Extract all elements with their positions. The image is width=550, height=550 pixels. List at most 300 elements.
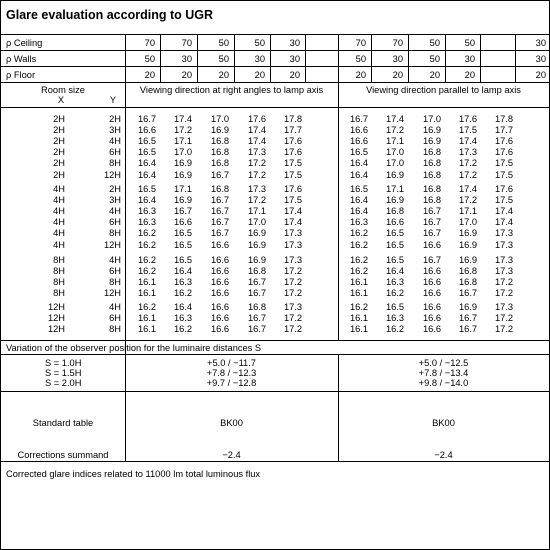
reflectance-value: 20	[218, 70, 229, 80]
reflectance-column-divider	[480, 34, 481, 82]
ugr-value: 16.6	[174, 217, 193, 228]
ugr-value: 16.4	[350, 169, 369, 180]
ugr-value: 16.2	[350, 239, 369, 250]
ugr-value: 16.6	[423, 324, 442, 335]
room-x: 8H	[53, 266, 65, 277]
reflectance-value: 20	[392, 70, 403, 80]
ugr-value: 16.3	[386, 277, 405, 288]
ugr-value: 16.5	[350, 184, 369, 194]
ugr-value: 16.1	[350, 313, 369, 324]
ugr-value: 16.4	[138, 195, 157, 206]
ugr-value: 16.9	[248, 228, 267, 239]
room-y: 12H	[103, 169, 121, 180]
ugr-value: 16.5	[350, 147, 369, 158]
room-y: 8H	[109, 277, 121, 288]
ugr-value: 17.3	[459, 147, 478, 158]
ugr-value: 17.1	[386, 184, 405, 194]
ugr-value: 16.2	[138, 302, 157, 312]
ugr-value: 16.7	[350, 114, 369, 124]
ugr-value: 16.2	[174, 324, 193, 335]
room-x: 2H	[53, 125, 65, 136]
ugr-value: 16.5	[174, 239, 193, 250]
ugr-value: 17.6	[459, 114, 478, 124]
ugr-value: 17.3	[248, 184, 267, 194]
ugr-value: 17.3	[284, 239, 303, 250]
ugr-value: 16.9	[459, 302, 478, 312]
ugr-value: 16.5	[138, 147, 157, 158]
ugr-value: 16.8	[386, 206, 405, 217]
room-x: 2H	[53, 169, 65, 180]
ugr-value: 17.1	[174, 136, 193, 147]
ugr-value: 16.6	[386, 217, 405, 228]
variation-endwise: +9.8 / −14.0	[418, 378, 469, 388]
title-divider	[1, 34, 549, 35]
room-y: 8H	[109, 158, 121, 169]
ugr-value: 17.3	[248, 147, 267, 158]
ugr-value: 16.9	[459, 239, 478, 250]
room-y: 6H	[109, 266, 121, 277]
ugr-value: 16.5	[386, 255, 405, 265]
ugr-value: 16.9	[459, 228, 478, 239]
header-divider	[1, 107, 549, 108]
reflectance-value: 20	[464, 70, 475, 80]
ugr-value: 16.7	[211, 217, 230, 228]
ugr-value: 16.7	[138, 114, 157, 124]
ugr-value: 16.8	[423, 169, 442, 180]
room-y: 6H	[109, 147, 121, 158]
ugr-value: 16.5	[174, 228, 193, 239]
footer-note: Corrected glare indices related to 11000 lm total luminous flux	[6, 469, 261, 479]
room-x: 2H	[53, 147, 65, 158]
corrections-label: Corrections summand	[17, 450, 109, 460]
reflectance-value: 50	[144, 54, 155, 64]
ugr-value: 16.8	[211, 136, 230, 147]
reflectance-value: 20	[429, 70, 440, 80]
ugr-value: 16.9	[174, 158, 193, 169]
ugr-value: 17.2	[459, 158, 478, 169]
ugr-value: 16.8	[211, 184, 230, 194]
reflectance-value: 50	[429, 54, 440, 64]
ugr-value: 17.4	[248, 125, 267, 136]
ugr-value: 17.2	[495, 313, 514, 324]
reflectance-value: 30	[392, 54, 403, 64]
room-y: 2H	[109, 184, 121, 194]
room-y: 3H	[109, 125, 121, 136]
ugr-value: 17.1	[386, 136, 405, 147]
ugr-value: 17.2	[386, 125, 405, 136]
ugr-value: 16.8	[423, 158, 442, 169]
ugr-value: 17.6	[284, 184, 303, 194]
room-size-label: Room size	[41, 85, 85, 95]
ugr-value: 17.4	[386, 114, 405, 124]
corrections-divider	[1, 461, 549, 462]
ugr-value: 17.2	[284, 288, 303, 299]
page-title: Glare evaluation according to UGR	[6, 8, 213, 22]
ugr-value: 16.7	[459, 313, 478, 324]
ugr-value: 16.4	[386, 266, 405, 277]
ugr-value: 17.2	[284, 324, 303, 335]
reflectance-value: 20	[144, 70, 155, 80]
standard-table-crosswise: BK00	[220, 418, 243, 428]
ugr-value: 17.3	[284, 302, 303, 312]
ugr-value: 16.6	[211, 277, 230, 288]
ugr-value: 16.7	[248, 277, 267, 288]
ugr-value: 17.8	[284, 114, 303, 124]
ugr-value: 16.2	[386, 324, 405, 335]
ugr-value: 16.7	[248, 313, 267, 324]
ugr-value: 16.6	[211, 324, 230, 335]
corrections-endwise: −2.4	[434, 450, 453, 460]
ugr-value: 16.7	[211, 206, 230, 217]
ugr-value: 16.6	[350, 136, 369, 147]
ugr-value: 16.4	[350, 158, 369, 169]
ugr-value: 16.9	[386, 169, 405, 180]
reflectance-label: ρ Ceiling	[6, 38, 43, 48]
label-column-divider	[125, 34, 126, 461]
ugr-value: 16.2	[138, 266, 157, 277]
ugr-value: 16.9	[423, 136, 442, 147]
room-y: 4H	[109, 302, 121, 312]
variation-label: S = 1.0H	[45, 358, 82, 368]
ugr-value: 17.3	[495, 266, 514, 277]
ugr-value: 16.8	[248, 266, 267, 277]
room-y: 8H	[109, 228, 121, 239]
room-y: 8H	[109, 324, 121, 335]
ugr-value: 16.6	[211, 313, 230, 324]
ugr-value: 16.9	[248, 239, 267, 250]
room-x: 12H	[47, 324, 65, 335]
variation-crosswise: +5.0 / −11.7	[207, 358, 256, 368]
reflectance-value: 20	[181, 70, 192, 80]
ugr-value: 17.8	[495, 114, 514, 124]
ugr-value: 16.3	[174, 313, 193, 324]
ugr-value: 16.6	[138, 125, 157, 136]
ugr-value: 17.5	[495, 158, 514, 169]
ugr-value: 16.7	[459, 288, 478, 299]
ugr-value: 16.2	[350, 302, 369, 312]
reflectance-column-divider	[160, 34, 161, 82]
ugr-value: 17.3	[284, 228, 303, 239]
ugr-value: 17.4	[495, 217, 514, 228]
room-y: 4H	[109, 255, 121, 265]
ugr-value: 16.7	[174, 206, 193, 217]
reflectance-value: 70	[355, 38, 366, 48]
ugr-value: 16.1	[138, 288, 157, 299]
ugr-value: 17.2	[495, 277, 514, 288]
reflectance-value: 50	[464, 38, 475, 48]
ugr-value: 16.5	[174, 255, 193, 265]
room-x: 2H	[53, 114, 65, 124]
ugr-value: 16.8	[423, 184, 442, 194]
table-bottom-divider	[1, 340, 549, 341]
room-size-x: X	[57, 95, 65, 105]
ugr-value: 17.7	[284, 125, 303, 136]
ugr-value: 16.7	[423, 217, 442, 228]
ugr-value: 16.7	[248, 288, 267, 299]
ugr-value: 16.8	[211, 147, 230, 158]
reflectance-column-divider	[197, 34, 198, 82]
ugr-value: 16.5	[138, 136, 157, 147]
ugr-value: 17.0	[386, 147, 405, 158]
row-divider	[1, 66, 549, 67]
ugr-value: 17.0	[174, 147, 193, 158]
room-x: 4H	[53, 228, 65, 239]
ugr-value: 17.6	[284, 147, 303, 158]
ugr-value: 16.7	[211, 169, 230, 180]
ugr-value: 17.5	[495, 169, 514, 180]
endwise-heading: Viewing direction parallel to lamp axis	[366, 85, 521, 95]
ugr-value: 16.9	[423, 125, 442, 136]
variation-endwise: +7.8 / −13.4	[418, 368, 469, 378]
ugr-value: 16.3	[138, 217, 157, 228]
ugr-value: 17.1	[174, 184, 193, 194]
ugr-value: 17.7	[495, 125, 514, 136]
ugr-value: 17.2	[174, 125, 193, 136]
ugr-value: 17.5	[459, 125, 478, 136]
reflectance-column-divider	[408, 34, 409, 82]
ugr-value: 16.6	[423, 239, 442, 250]
ugr-value: 16.1	[138, 277, 157, 288]
room-y: 4H	[109, 206, 121, 217]
ugr-value: 17.2	[248, 158, 267, 169]
ugr-value: 16.6	[423, 288, 442, 299]
ugr-value: 16.6	[350, 125, 369, 136]
room-y: 12H	[103, 239, 121, 250]
ugr-value: 16.3	[174, 277, 193, 288]
reflectance-value: 20	[254, 70, 265, 80]
reflectance-value: 50	[254, 38, 265, 48]
ugr-value: 16.6	[423, 277, 442, 288]
ugr-value: 17.2	[284, 313, 303, 324]
room-x: 2H	[53, 158, 65, 169]
ugr-value: 16.3	[350, 217, 369, 228]
ugr-value: 16.7	[423, 206, 442, 217]
ugr-value: 16.6	[423, 266, 442, 277]
ugr-value: 17.2	[284, 266, 303, 277]
ugr-value: 16.8	[423, 195, 442, 206]
variation-endwise: +5.0 / −12.5	[418, 358, 469, 368]
ugr-value: 17.2	[248, 169, 267, 180]
ugr-value: 17.2	[459, 169, 478, 180]
ugr-value: 17.6	[495, 184, 514, 194]
ugr-value: 16.9	[459, 255, 478, 265]
ugr-value: 16.1	[138, 324, 157, 335]
ugr-value: 16.8	[459, 266, 478, 277]
room-x: 12H	[47, 302, 65, 312]
ugr-value: 16.2	[138, 239, 157, 250]
ugr-value: 16.8	[211, 158, 230, 169]
variation-crosswise: +9.7 / −12.8	[206, 378, 257, 388]
ugr-value: 16.2	[350, 228, 369, 239]
ugr-value: 17.4	[459, 184, 478, 194]
reflectance-value: 30	[289, 38, 300, 48]
ugr-value: 17.4	[248, 136, 267, 147]
ugr-value: 16.8	[423, 147, 442, 158]
room-y: 4H	[109, 136, 121, 147]
ugr-value: 16.7	[211, 195, 230, 206]
ugr-value: 16.7	[211, 228, 230, 239]
ugr-value: 16.6	[423, 302, 442, 312]
reflectance-column-divider	[371, 34, 372, 82]
ugr-value: 16.3	[138, 206, 157, 217]
row-divider	[1, 50, 549, 51]
ugr-value: 17.3	[495, 255, 514, 265]
reflectance-value: 50	[218, 38, 229, 48]
ugr-value: 16.3	[386, 313, 405, 324]
ugr-value: 17.2	[495, 324, 514, 335]
reflectance-value: 70	[144, 38, 155, 48]
ugr-value: 17.2	[284, 277, 303, 288]
reflectance-value: 50	[218, 54, 229, 64]
room-x: 2H	[53, 136, 65, 147]
ugr-value: 16.2	[174, 288, 193, 299]
ugr-value: 16.4	[350, 195, 369, 206]
ugr-value: 16.9	[174, 195, 193, 206]
ugr-value: 17.4	[174, 114, 193, 124]
room-size-y: Y	[109, 95, 117, 105]
ugr-value: 17.6	[248, 114, 267, 124]
ugr-value: 16.4	[174, 302, 193, 312]
ugr-value: 16.2	[350, 266, 369, 277]
ugr-value: 17.3	[495, 302, 514, 312]
room-y: 2H	[109, 114, 121, 124]
ugr-value: 16.4	[350, 206, 369, 217]
room-x: 8H	[53, 288, 65, 299]
reflectance-value: 20	[355, 70, 366, 80]
reflectance-value: 30	[535, 38, 546, 48]
ugr-value: 17.2	[495, 288, 514, 299]
room-y: 6H	[109, 217, 121, 228]
reflectance-column-divider	[305, 34, 306, 82]
ugr-value: 17.2	[248, 195, 267, 206]
room-x: 4H	[53, 206, 65, 217]
room-x: 4H	[53, 217, 65, 228]
reflectance-value: 20	[535, 70, 546, 80]
ugr-value: 17.5	[284, 169, 303, 180]
reflectance-value: 30	[181, 54, 192, 64]
ugr-value: 17.1	[459, 206, 478, 217]
ugr-value: 17.0	[386, 158, 405, 169]
ugr-value: 16.4	[174, 266, 193, 277]
ugr-value: 16.4	[138, 158, 157, 169]
ugr-value: 17.1	[248, 206, 267, 217]
reflectance-value: 50	[429, 38, 440, 48]
reflectance-label: ρ Walls	[6, 54, 37, 64]
standard-table-endwise: BK00	[432, 418, 455, 428]
ugr-value: 17.6	[495, 147, 514, 158]
ugr-value: 17.5	[284, 158, 303, 169]
ugr-value: 16.7	[423, 228, 442, 239]
variation-label: S = 1.5H	[45, 368, 82, 378]
standard-table-label: Standard table	[32, 418, 94, 428]
ugr-value: 16.1	[138, 313, 157, 324]
row-divider	[1, 82, 549, 83]
ugr-value: 16.2	[138, 255, 157, 265]
crosswise-heading: Viewing direction at right angles to lamp axis	[139, 85, 324, 95]
ugr-value: 16.6	[211, 266, 230, 277]
ugr-value: 17.5	[284, 195, 303, 206]
room-y: 3H	[109, 195, 121, 206]
room-x: 4H	[53, 195, 65, 206]
variation-heading: Variation of the observer position for the luminaire distances S	[6, 343, 262, 353]
ugr-value: 16.1	[350, 324, 369, 335]
room-x: 4H	[53, 239, 65, 250]
ugr-value: 16.2	[386, 288, 405, 299]
ugr-value: 17.6	[495, 136, 514, 147]
ugr-value: 17.6	[284, 136, 303, 147]
room-y: 12H	[103, 288, 121, 299]
ugr-value: 17.2	[459, 195, 478, 206]
ugr-value: 16.8	[248, 302, 267, 312]
ugr-value: 17.0	[211, 114, 230, 124]
ugr-value: 16.9	[386, 195, 405, 206]
ugr-value: 16.1	[350, 288, 369, 299]
ugr-value: 17.4	[495, 206, 514, 217]
ugr-value: 17.4	[284, 217, 303, 228]
ugr-value: 17.0	[459, 217, 478, 228]
ugr-value: 17.0	[423, 114, 442, 124]
ugr-value: 16.7	[459, 324, 478, 335]
reflectance-value: 30	[289, 54, 300, 64]
reflectance-value: 70	[181, 38, 192, 48]
ugr-value: 16.1	[350, 277, 369, 288]
reflectance-value: 30	[535, 54, 546, 64]
reflectance-value: 50	[355, 54, 366, 64]
ugr-value: 16.8	[459, 277, 478, 288]
ugr-value: 16.6	[423, 313, 442, 324]
ugr-value: 16.6	[211, 255, 230, 265]
ugr-value: 16.6	[211, 302, 230, 312]
room-x: 12H	[47, 313, 65, 324]
ugr-value: 16.2	[138, 228, 157, 239]
reflectance-value: 20	[289, 70, 300, 80]
ugr-value: 17.5	[495, 195, 514, 206]
ugr-value: 16.9	[211, 125, 230, 136]
room-x: 8H	[53, 277, 65, 288]
reflectance-value: 30	[464, 54, 475, 64]
ugr-value: 16.5	[386, 228, 405, 239]
ugr-value: 16.9	[174, 169, 193, 180]
ugr-value: 16.5	[386, 239, 405, 250]
ugr-value: 16.7	[248, 324, 267, 335]
reflectance-value: 70	[392, 38, 403, 48]
variation-label: S = 2.0H	[45, 378, 82, 388]
room-x: 8H	[53, 255, 65, 265]
ugr-value: 16.5	[386, 302, 405, 312]
room-x: 4H	[53, 184, 65, 194]
reflectance-label: ρ Floor	[6, 70, 36, 80]
ugr-value: 16.6	[211, 239, 230, 250]
ugr-value: 16.7	[423, 255, 442, 265]
corrections-crosswise: −2.4	[222, 450, 241, 460]
ugr-value: 16.9	[248, 255, 267, 265]
room-y: 6H	[109, 313, 121, 324]
reflectance-value: 30	[254, 54, 265, 64]
variation-table-divider	[1, 391, 549, 392]
ugr-value: 16.2	[350, 255, 369, 265]
ugr-value: 16.5	[138, 184, 157, 194]
variation-divider	[1, 354, 549, 355]
ugr-value: 16.6	[211, 288, 230, 299]
ugr-value: 16.4	[138, 169, 157, 180]
ugr-value: 17.3	[495, 228, 514, 239]
ugr-value: 17.4	[284, 206, 303, 217]
ugr-value: 17.3	[284, 255, 303, 265]
ugr-value: 17.0	[248, 217, 267, 228]
variation-crosswise: +7.8 / −12.3	[206, 368, 257, 378]
ugr-value: 17.3	[495, 239, 514, 250]
ugr-value: 17.4	[459, 136, 478, 147]
